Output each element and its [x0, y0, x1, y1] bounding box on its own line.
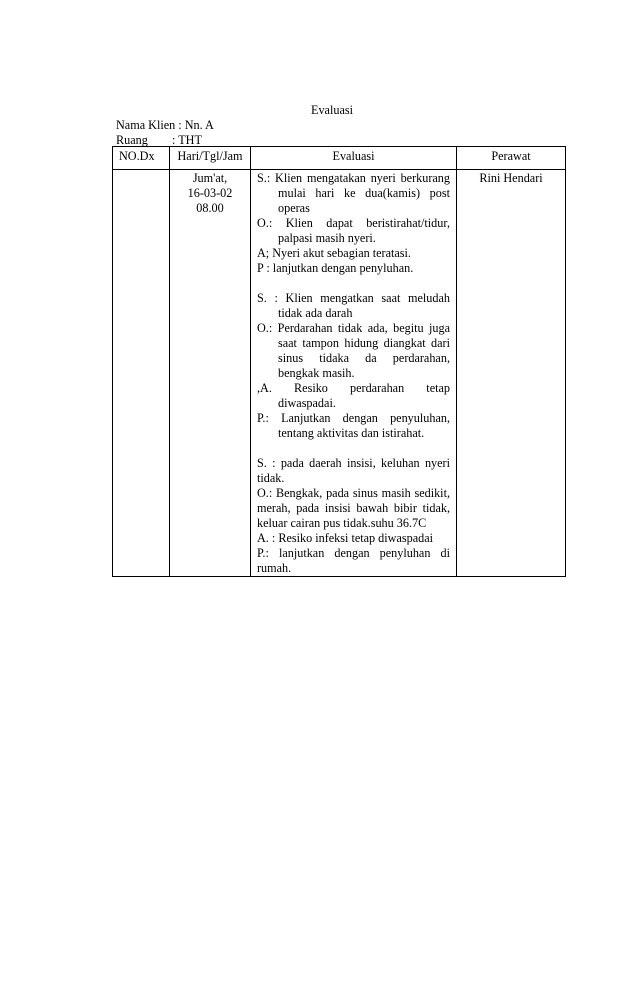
evaluation-line: S. : Klien mengatkan saat meludah tidak ada darah [257, 291, 450, 320]
client-name-separator: : [178, 118, 182, 132]
evaluation-line: O.: Klien dapat beristirahat/tidur, palpasi masih nyeri. [257, 216, 450, 245]
date-day: Jum'at, [192, 171, 228, 185]
cell-evaluation [251, 170, 457, 577]
client-room-value: THT [178, 133, 202, 147]
evaluation-table [112, 146, 566, 577]
date-date: 16-03-02 [187, 186, 233, 200]
client-room-separator: : [172, 133, 176, 147]
table-row [113, 170, 566, 577]
client-name-value: Nn. A [184, 118, 214, 132]
evaluation-line: A; Nyeri akut sebagian teratasi. [257, 246, 411, 260]
evaluation-line: P.: lanjutkan dengan penyluhan di rumah. [257, 546, 450, 575]
cell-date [170, 170, 251, 577]
evaluation-spacer [257, 441, 450, 456]
client-room-label: Ruang [116, 133, 148, 147]
header-nurse: Perawat [457, 147, 566, 170]
evaluation-line: S. : pada daerah insisi, keluhan nyeri tidak. [257, 456, 450, 485]
header-no-dx: NO.Dx [113, 147, 170, 170]
header-evaluation: Evaluasi [251, 147, 457, 170]
evaluation-spacer [257, 276, 450, 291]
evaluation-line: P : lanjutkan dengan penyluhan. [257, 261, 414, 275]
page-title: Evaluasi [311, 103, 353, 117]
date-time: 08.00 [196, 201, 224, 215]
header-date: Hari/Tgl/Jam [170, 147, 251, 170]
cell-nurse: Rini Hendari [457, 170, 566, 577]
evaluation-line: O.: Bengkak, pada sinus masih sedikit, merah, pada insisi bawah bibir tidak, keluar cairan pus tidak.suhu 36.7C [257, 486, 450, 530]
evaluation-line: P.: Lanjutkan dengan penyuluhan, tentang aktivitas dan istirahat. [257, 411, 450, 440]
cell-no-dx [113, 170, 170, 577]
evaluation-line: ,A. Resiko perdarahan tetap diwaspadai. [257, 381, 450, 410]
evaluation-line: A. : Resiko infeksi tetap diwaspadai [257, 531, 434, 545]
evaluation-line: O.: Perdarahan tidak ada, begitu juga saat tampon hidung diangkat dari sinus tidaka da perdarahan, bengkak masih. [257, 321, 450, 380]
evaluation-line: S.: Klien mengatakan nyeri berkurang mulai hari ke dua(kamis) post operas [257, 171, 450, 215]
client-name-label: Nama Klien [116, 118, 176, 132]
table-header-row [113, 147, 566, 170]
client-name-row [116, 118, 214, 133]
